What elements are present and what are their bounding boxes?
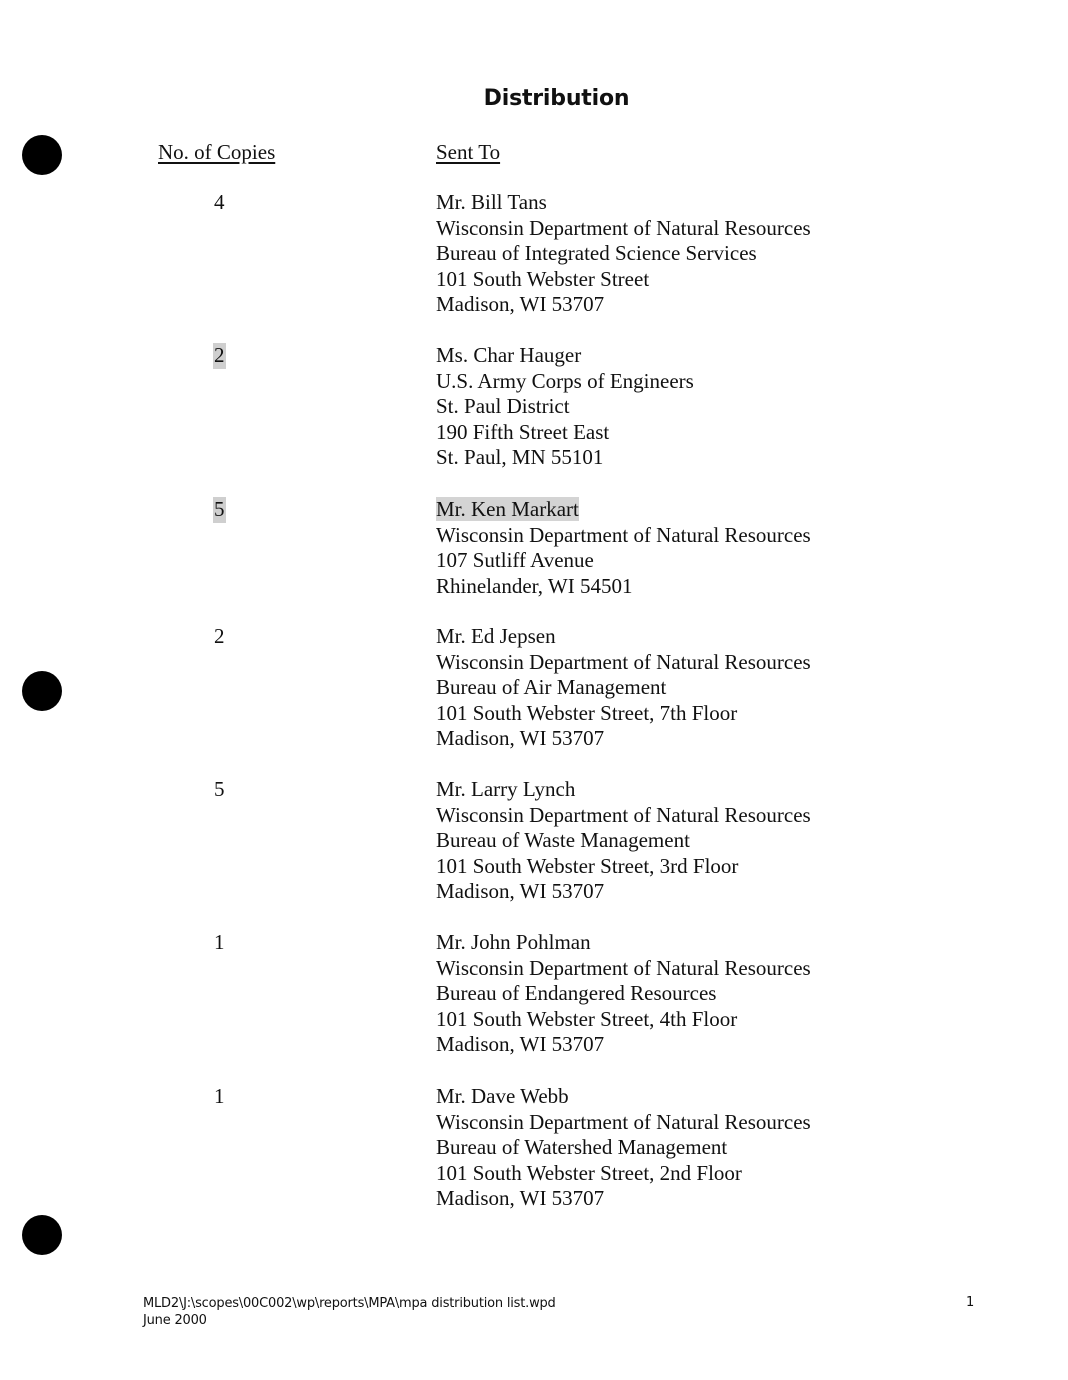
copies-count: 2 [214, 624, 225, 648]
address-line-text: Madison, WI 53707 [436, 726, 605, 751]
recipient-name [436, 930, 811, 956]
address-line [436, 726, 811, 752]
copies-count: 5 [214, 497, 225, 521]
address-line [436, 650, 811, 676]
address-line-text: Bureau of Integrated Science Services [436, 241, 757, 266]
recipient-name-text: Ms. Char Hauger [436, 343, 582, 367]
punch-hole-bottom [22, 1215, 62, 1255]
address-line-text: U.S. Army Corps of Engineers [436, 368, 694, 393]
address-line-text: Madison, WI 53707 [436, 879, 605, 904]
address-line [436, 574, 811, 600]
address-line [436, 216, 811, 242]
address-line-text: 101 South Webster Street [436, 266, 650, 291]
footer-file-path: MLD2\J:\scopes\00C002\wp\reports\MPA\mpa distribution list.wpd [143, 1296, 556, 1311]
address-line [436, 803, 811, 829]
address-line [436, 445, 694, 471]
address-line-text: Wisconsin Department of Natural Resources [436, 802, 811, 827]
address-line-text: Bureau of Watershed Management [436, 1135, 728, 1160]
recipient-name [436, 624, 811, 650]
address-line-text: Rhinelander, WI 54501 [436, 573, 633, 598]
address-line-text: St. Paul District [436, 394, 570, 419]
address-line [436, 1110, 811, 1136]
address-line [436, 854, 811, 880]
recipient-address [436, 190, 811, 318]
address-line [436, 548, 811, 574]
address-line [436, 701, 811, 727]
recipient-name [436, 190, 811, 216]
address-line [436, 267, 811, 293]
recipient-name [436, 343, 694, 369]
address-line-text: Wisconsin Department of Natural Resources [436, 955, 811, 980]
recipient-name-text: Mr. Ken Markart [436, 497, 579, 521]
address-line-text: St. Paul, MN 55101 [436, 445, 604, 470]
address-line-text: Madison, WI 53707 [436, 292, 605, 317]
sent-to-column-header: Sent To [436, 140, 501, 164]
recipient-name [436, 777, 811, 803]
address-line [436, 420, 694, 446]
footer [143, 1295, 556, 1329]
copies-count: 5 [214, 777, 225, 801]
address-line [436, 879, 811, 905]
address-line [436, 523, 811, 549]
recipient-name [436, 497, 811, 523]
address-line [436, 1007, 811, 1033]
punch-hole-top [22, 135, 62, 175]
punch-hole-middle [22, 671, 62, 711]
address-line [436, 394, 694, 420]
copies-column-header: No. of Copies [158, 140, 276, 164]
address-line-text: 107 Sutliff Avenue [436, 548, 594, 573]
recipient-name-text: Mr. Larry Lynch [436, 777, 576, 801]
copies-count: 4 [214, 190, 225, 214]
recipient-name-text: Mr. Bill Tans [436, 190, 547, 214]
address-line [436, 1186, 811, 1212]
address-line-text: 190 Fifth Street East [436, 419, 610, 444]
address-line-text: Wisconsin Department of Natural Resources [436, 649, 811, 674]
address-line-text: Wisconsin Department of Natural Resources [436, 1109, 811, 1134]
address-line [436, 241, 811, 267]
address-line [436, 1032, 811, 1058]
copies-count: 1 [214, 1084, 225, 1108]
page-number: 1 [966, 1295, 975, 1310]
address-line-text: Bureau of Endangered Resources [436, 981, 717, 1006]
copies-count: 2 [214, 343, 225, 367]
footer-date: June 2000 [143, 1313, 207, 1328]
address-line-text: Bureau of Air Management [436, 675, 667, 700]
address-line [436, 1161, 811, 1187]
page-title: Distribution [483, 86, 630, 111]
address-line-text: Wisconsin Department of Natural Resources [436, 522, 811, 547]
address-line-text: 101 South Webster Street, 4th Floor [436, 1006, 738, 1031]
recipient-address [436, 1084, 811, 1212]
recipient-name-text: Mr. Ed Jepsen [436, 624, 556, 648]
recipient-address [436, 624, 811, 752]
address-line [436, 1135, 811, 1161]
address-line-text: Madison, WI 53707 [436, 1032, 605, 1057]
address-line-text: Madison, WI 53707 [436, 1186, 605, 1211]
address-line-text: Wisconsin Department of Natural Resources [436, 215, 811, 240]
recipient-address [436, 343, 694, 471]
address-line [436, 956, 811, 982]
recipient-name [436, 1084, 811, 1110]
recipient-address [436, 777, 811, 905]
address-line [436, 292, 811, 318]
address-line [436, 675, 811, 701]
address-line-text: Bureau of Waste Management [436, 828, 690, 853]
recipient-name-text: Mr. Dave Webb [436, 1084, 569, 1108]
address-line-text: 101 South Webster Street, 2nd Floor [436, 1160, 742, 1185]
address-line [436, 981, 811, 1007]
copies-count: 1 [214, 930, 225, 954]
address-line-text: 101 South Webster Street, 3rd Floor [436, 853, 739, 878]
address-line [436, 369, 694, 395]
address-line [436, 828, 811, 854]
recipient-address [436, 497, 811, 599]
address-line-text: 101 South Webster Street, 7th Floor [436, 700, 738, 725]
recipient-address [436, 930, 811, 1058]
recipient-name-text: Mr. John Pohlman [436, 930, 591, 954]
